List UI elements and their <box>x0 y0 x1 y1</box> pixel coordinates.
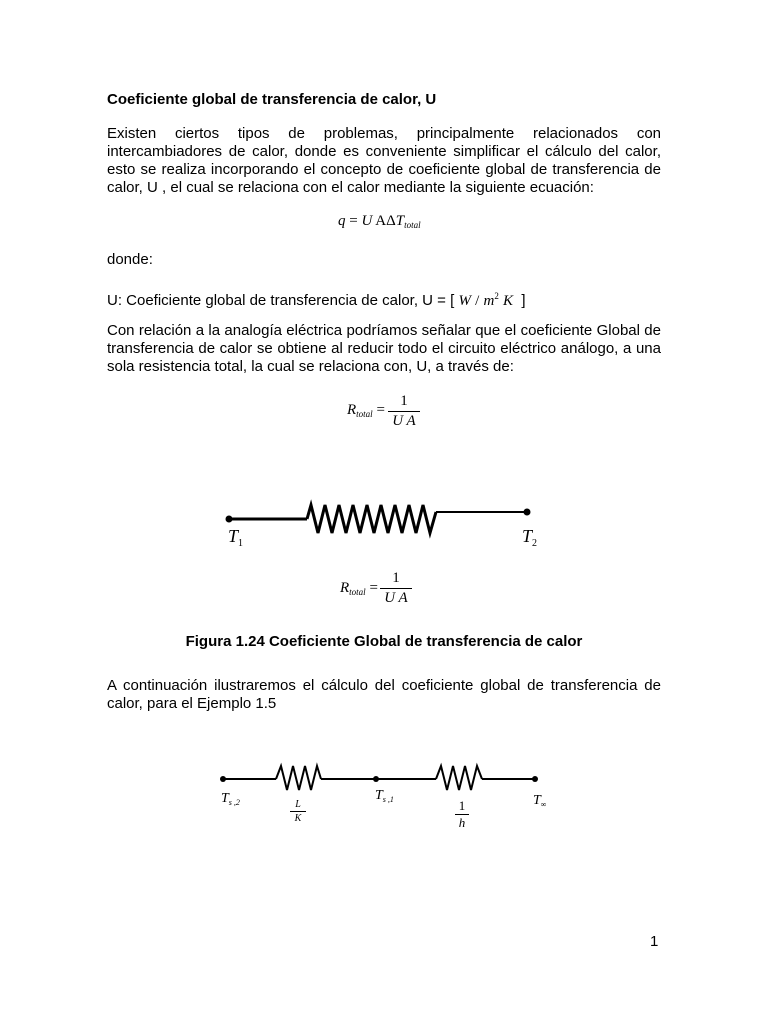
figure-caption: Figura 1.24 Coeficiente Global de transferencia de calor <box>185 633 583 650</box>
node-t-infinity: $T_\infty$ <box>533 793 547 809</box>
equation-r-total-fraction: 1 U A <box>388 393 420 430</box>
circuit-example-1-5 <box>220 766 538 790</box>
resistance-conduction-fraction: L K <box>290 799 306 824</box>
paragraph-intro: Existen ciertos tipos de problemas, principalmente relacionados con intercambiadores de calor, donde es conveniente simplificar el cálculo del calor, esto se realiza incorporando el concepto de coeficiente global de transferencia de calor, U , el cual se relaciona con el calor mediante la siguiente ecuación: <box>107 125 661 196</box>
equation-r-total-label: $R_{total}$ = <box>347 402 385 419</box>
node-ts2: $T_{s ,2}$ <box>221 791 240 807</box>
circuit-global-resistance <box>226 505 531 533</box>
node-t2: $T_2$ <box>522 526 538 549</box>
paragraph-example: A continuación ilustraremos el cálculo del coeficiente global de transferencia de calor, para el Ejemplo 1.5 <box>107 677 661 712</box>
resistance-convection-fraction: 1 h <box>455 799 469 830</box>
equation-heat-transfer: q = U $A\Delta T_{total}$ <box>338 213 421 230</box>
node-ts1: $T_{s ,1}$ <box>375 788 394 804</box>
node-t1: $T_1$ <box>228 526 244 549</box>
figure-r-total-fraction: 1 U A <box>380 570 412 607</box>
figure-r-total-label: $R_{total}$ = <box>340 580 378 597</box>
paragraph-analogy: Con relación a la analogía eléctrica podríamos señalar que el coeficiente Global de transferencia de calor se obtiene al reducir todo el circuito eléctrico análogo, a una sola resistencia total, la cual se relaciona con, U, a través de: <box>107 322 661 375</box>
label-donde: donde: <box>107 251 153 268</box>
section-heading: Coeficiente global de transferencia de calor, U <box>107 91 437 108</box>
page-number: 1 <box>650 933 659 950</box>
u-definition: U: Coeficiente global de transferencia de calor, U = [ W / $m^2$ K ] <box>107 291 526 309</box>
